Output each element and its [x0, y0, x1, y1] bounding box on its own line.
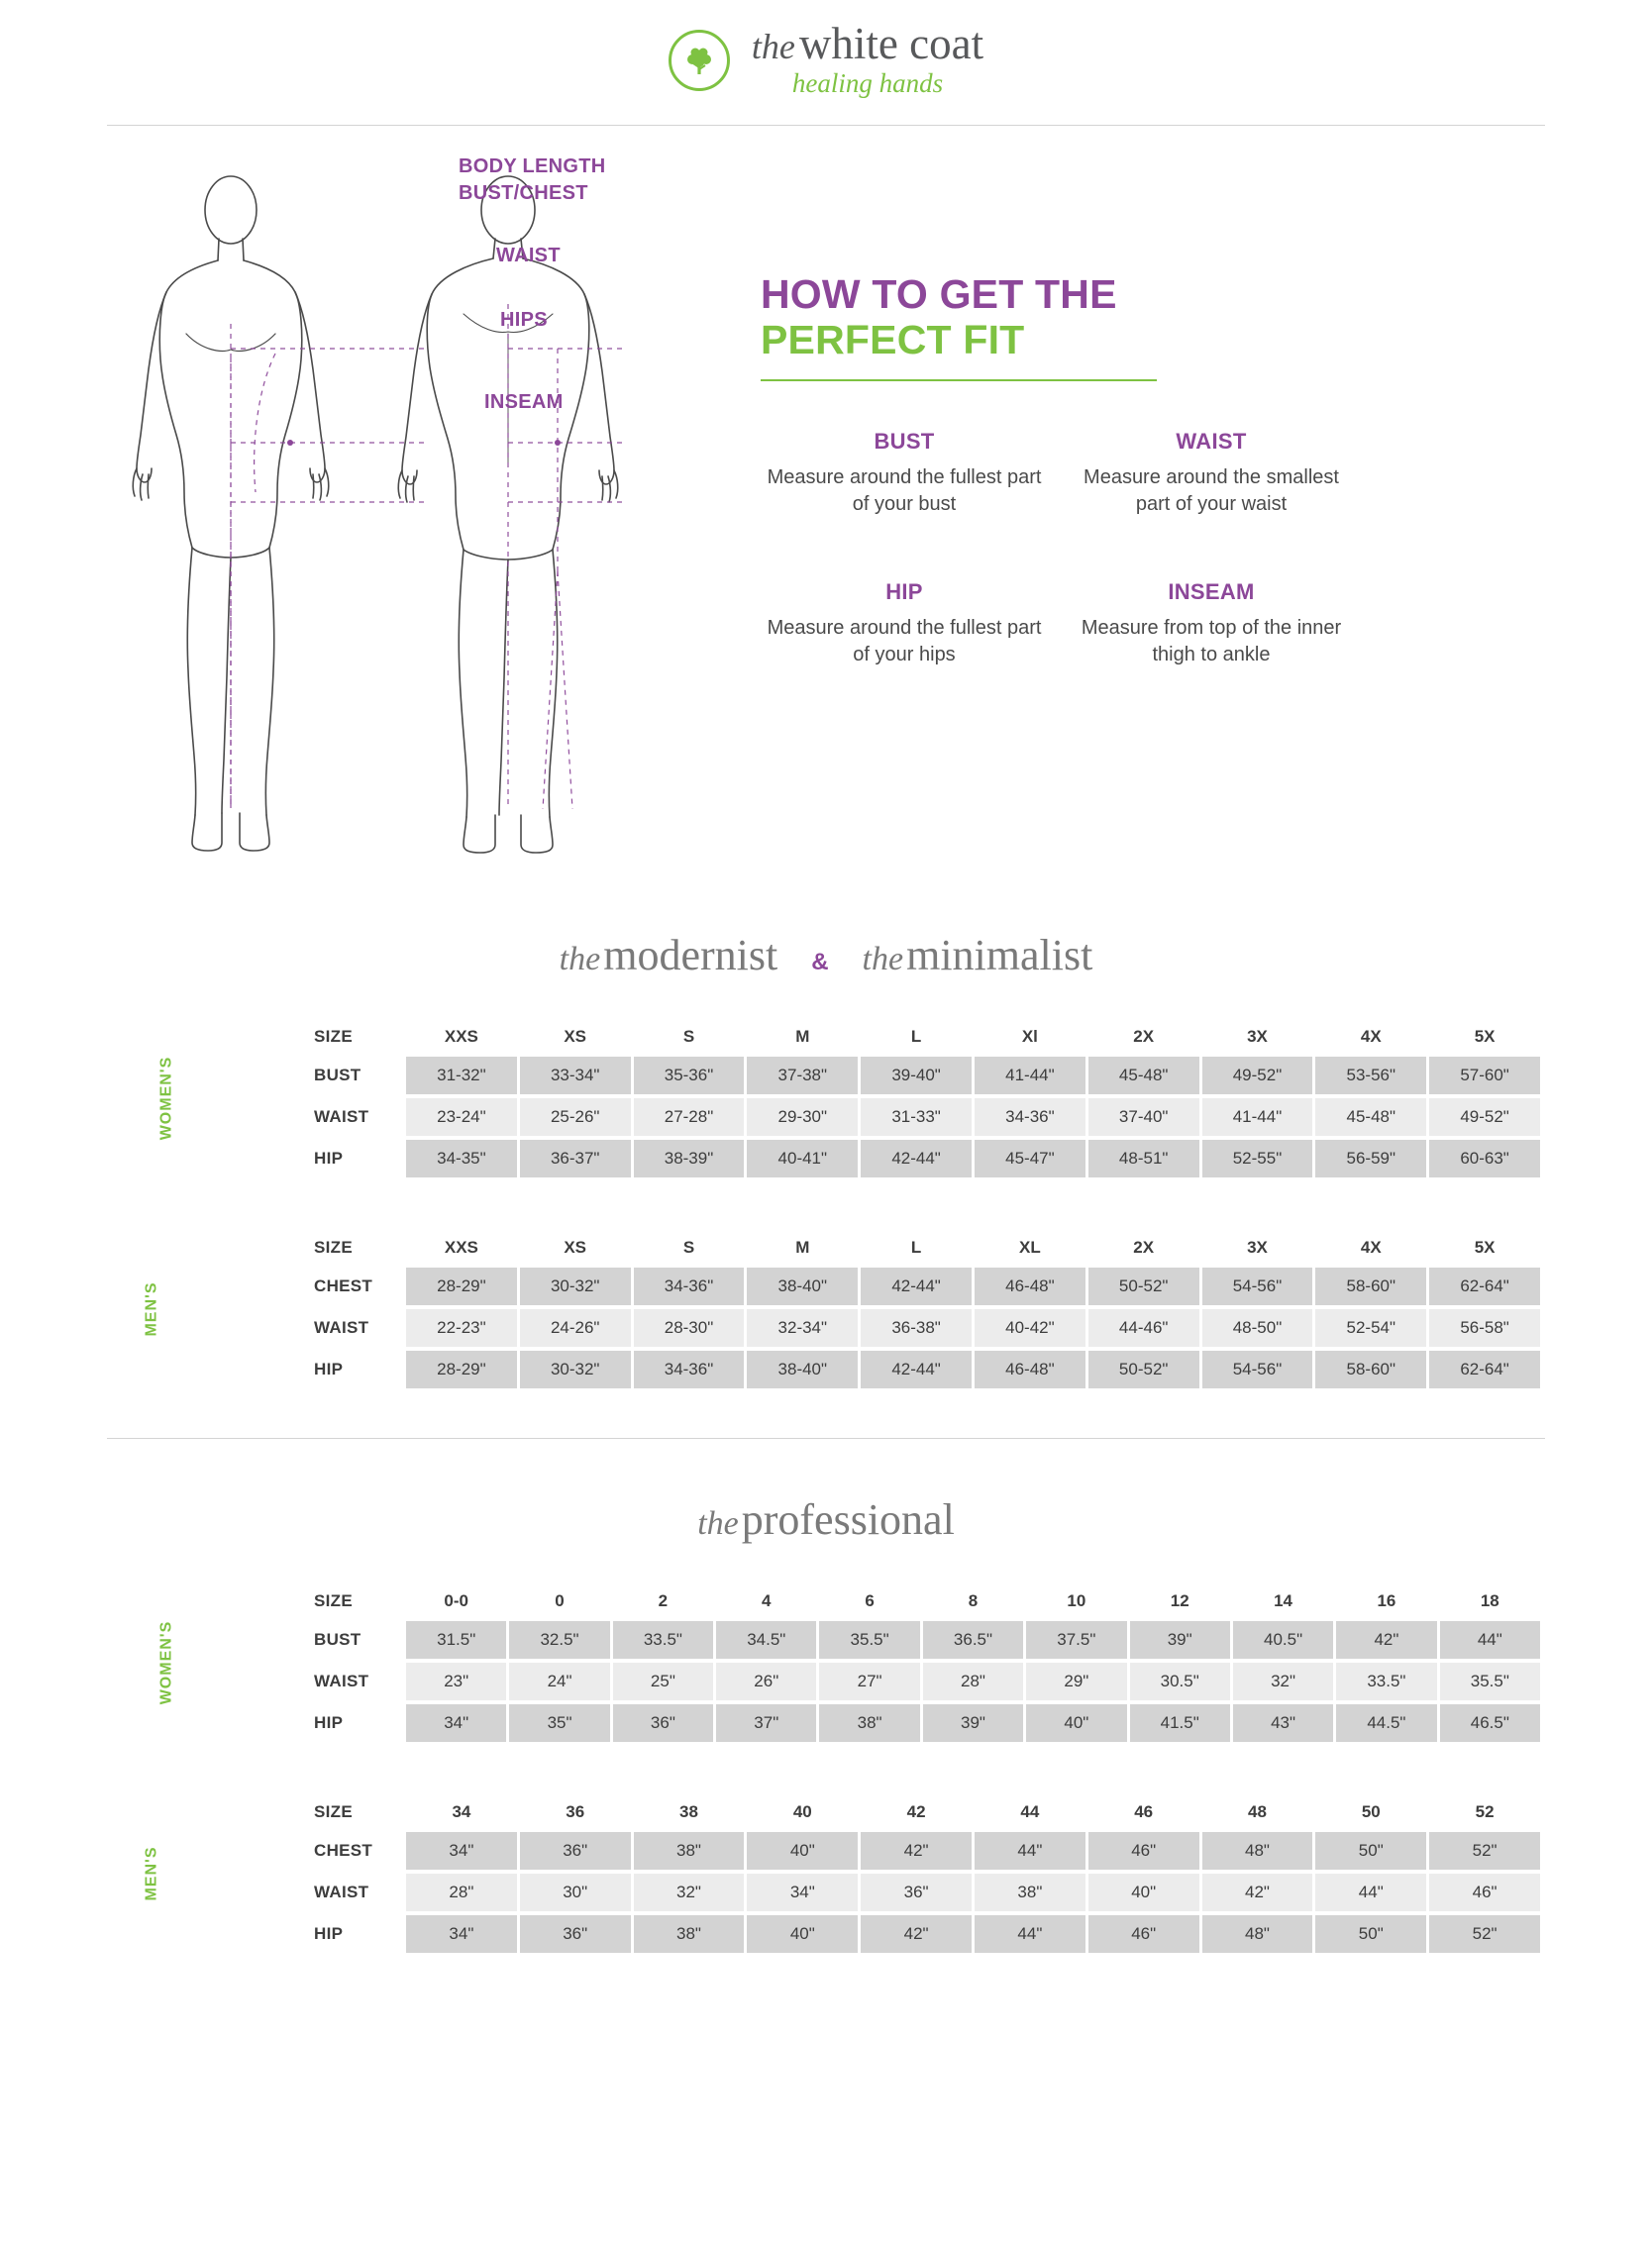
col-00: 0-0 — [444, 1591, 468, 1610]
cell: 29-30" — [747, 1098, 858, 1136]
body-figures — [107, 155, 741, 918]
cell: 28-30" — [634, 1309, 745, 1347]
col-2x: 2X — [1133, 1027, 1155, 1046]
cell: 46-48" — [975, 1351, 1085, 1388]
col-5x: 5X — [1474, 1238, 1496, 1257]
cell: 44" — [975, 1832, 1085, 1870]
cell: 44" — [975, 1915, 1085, 1953]
cell: 52" — [1429, 1915, 1540, 1953]
col-l: L — [910, 1027, 922, 1046]
fit-title — [761, 272, 1545, 363]
col-l: L — [910, 1238, 922, 1257]
cell: 40.5" — [1233, 1621, 1333, 1659]
cell: 36" — [613, 1704, 713, 1742]
fit-item-bust — [761, 429, 1048, 518]
collection-ampersand: & — [811, 949, 829, 975]
cell: 49-52" — [1202, 1057, 1313, 1094]
row-label-waist: WAIST — [314, 1107, 369, 1126]
fit-section — [0, 126, 1652, 918]
col-3x: 3X — [1247, 1027, 1268, 1046]
cell: 52-55" — [1202, 1140, 1313, 1177]
cell: 31-32" — [406, 1057, 517, 1094]
col-6: 6 — [865, 1591, 875, 1610]
cell: 33.5" — [613, 1621, 713, 1659]
figure-measure-labels — [459, 155, 667, 418]
cell: 60-63" — [1429, 1140, 1540, 1177]
fit-title-line2: PERFECT FIT — [761, 316, 1025, 362]
cell: 56-58" — [1429, 1309, 1540, 1347]
cell: 37.5" — [1026, 1621, 1126, 1659]
col-16: 16 — [1377, 1591, 1396, 1610]
table-block-pro-womens — [107, 1579, 1545, 1746]
cell: 34" — [406, 1704, 506, 1742]
col-46: 46 — [1134, 1802, 1154, 1821]
cell: 31.5" — [406, 1621, 506, 1659]
col-4: 4 — [762, 1591, 772, 1610]
cell: 36" — [861, 1874, 972, 1911]
col-size: SIZE — [314, 1591, 353, 1610]
cell: 48" — [1202, 1915, 1313, 1953]
cell: 56-59" — [1315, 1140, 1426, 1177]
row-label-waist: WAIST — [314, 1318, 369, 1337]
gender-label-mens-mm: MEN'S — [143, 1280, 160, 1337]
cell: 48-51" — [1088, 1140, 1199, 1177]
col-m: M — [795, 1238, 810, 1257]
table-row — [308, 1351, 1540, 1388]
figure-label-bust-chest: BUST/CHEST — [459, 182, 588, 204]
fit-item-hip — [761, 579, 1048, 668]
cell: 32-34" — [747, 1309, 858, 1347]
table-block-pro-mens — [107, 1789, 1545, 1957]
brand-tagline: healing hands — [791, 68, 944, 98]
fit-item-waist-title: WAIST — [1176, 428, 1247, 454]
col-2: 2 — [658, 1591, 669, 1610]
cell: 23" — [406, 1663, 506, 1700]
table-row — [308, 1140, 1540, 1177]
cell: 28-29" — [406, 1268, 517, 1305]
table-row — [308, 1057, 1540, 1094]
col-s: S — [682, 1238, 695, 1257]
fit-title-underline — [761, 379, 1157, 381]
cell: 42-44" — [861, 1351, 972, 1388]
cell: 42" — [861, 1915, 972, 1953]
cell: 37-40" — [1088, 1098, 1199, 1136]
col-4x: 4X — [1360, 1238, 1382, 1257]
collection-modernist — [560, 930, 778, 980]
cell: 62-64" — [1429, 1268, 1540, 1305]
cell: 46" — [1088, 1915, 1199, 1953]
cell: 62-64" — [1429, 1351, 1540, 1388]
figure-label-waist: WAIST — [496, 245, 561, 266]
cell: 33-34" — [520, 1057, 631, 1094]
cell: 52" — [1429, 1832, 1540, 1870]
row-label-chest: CHEST — [314, 1841, 373, 1860]
cell: 38" — [819, 1704, 919, 1742]
brand-header — [0, 0, 1652, 117]
col-10: 10 — [1067, 1591, 1086, 1610]
cell: 27-28" — [634, 1098, 745, 1136]
cell: 34" — [406, 1915, 517, 1953]
cell: 48-50" — [1202, 1309, 1313, 1347]
col-xl: XL — [1019, 1238, 1041, 1257]
cell: 46.5" — [1440, 1704, 1540, 1742]
table-header-row — [308, 1229, 1540, 1264]
row-label-hip: HIP — [314, 1924, 344, 1943]
table-row — [308, 1098, 1540, 1136]
table-block-mm-womens — [107, 1014, 1545, 1181]
cell: 30" — [520, 1874, 631, 1911]
cell: 54-56" — [1202, 1268, 1313, 1305]
row-label-chest: CHEST — [314, 1276, 373, 1295]
figure-label-hips: HIPS — [500, 309, 548, 331]
cell: 39" — [923, 1704, 1023, 1742]
col-size: SIZE — [314, 1238, 353, 1257]
fit-item-bust-title: BUST — [874, 428, 935, 454]
cell: 32" — [1233, 1663, 1333, 1700]
row-label-bust: BUST — [314, 1630, 361, 1649]
col-8: 8 — [968, 1591, 979, 1610]
fit-item-hip-desc: Measure around the fullest part of your hips — [767, 616, 1042, 665]
collection-professional — [697, 1494, 955, 1545]
cell: 34-36" — [634, 1351, 745, 1388]
cell: 38" — [975, 1874, 1085, 1911]
cell: 40" — [747, 1915, 858, 1953]
table-row — [308, 1268, 1540, 1305]
col-48: 48 — [1248, 1802, 1267, 1821]
collection-minimalist-the: the — [862, 941, 904, 977]
cell: 45-47" — [975, 1140, 1085, 1177]
fit-instructions — [741, 155, 1545, 918]
collection-heading-professional — [0, 1494, 1652, 1545]
size-table-pro-womens — [305, 1579, 1543, 1746]
row-label-bust: BUST — [314, 1066, 361, 1084]
cell: 46" — [1429, 1874, 1540, 1911]
cell: 23-24" — [406, 1098, 517, 1136]
cell: 36-38" — [861, 1309, 972, 1347]
col-size: SIZE — [314, 1027, 353, 1046]
cell: 30.5" — [1130, 1663, 1230, 1700]
figure-label-body-length: BODY LENGTH — [459, 155, 606, 177]
cell: 25-26" — [520, 1098, 631, 1136]
cell: 25" — [613, 1663, 713, 1700]
brand-wordmark — [751, 19, 984, 99]
cell: 50-52" — [1088, 1351, 1199, 1388]
col-42: 42 — [906, 1802, 926, 1821]
cell: 28" — [923, 1663, 1023, 1700]
col-4x: 4X — [1360, 1027, 1382, 1046]
col-38: 38 — [679, 1802, 698, 1821]
fit-item-waist-desc: Measure around the smallest part of your waist — [1084, 465, 1339, 515]
cell: 40" — [1026, 1704, 1126, 1742]
gender-label-womens-pro: WOMEN'S — [157, 1620, 175, 1704]
cell: 58-60" — [1315, 1268, 1426, 1305]
table-row — [308, 1704, 1540, 1742]
row-label-waist: WAIST — [314, 1883, 369, 1901]
cell: 42" — [1336, 1621, 1436, 1659]
cell: 22-23" — [406, 1309, 517, 1347]
cell: 36.5" — [923, 1621, 1023, 1659]
col-m: M — [795, 1027, 810, 1046]
cell: 34" — [406, 1832, 517, 1870]
collection-modernist-the: the — [559, 941, 601, 977]
collection-minimalist — [863, 930, 1093, 980]
table-row — [308, 1874, 1540, 1911]
col-xs: XS — [564, 1027, 587, 1046]
cell: 34-35" — [406, 1140, 517, 1177]
col-44: 44 — [1020, 1802, 1040, 1821]
col-0: 0 — [555, 1591, 565, 1610]
cell: 52-54" — [1315, 1309, 1426, 1347]
cell: 42" — [861, 1832, 972, 1870]
fit-item-waist — [1068, 429, 1355, 518]
col-s: S — [682, 1027, 695, 1046]
table-row — [308, 1915, 1540, 1953]
cell: 40" — [1088, 1874, 1199, 1911]
col-34: 34 — [452, 1802, 471, 1821]
cell: 38-40" — [747, 1351, 858, 1388]
cell: 45-48" — [1315, 1098, 1426, 1136]
cell: 24-26" — [520, 1309, 631, 1347]
cell: 38" — [634, 1915, 745, 1953]
cell: 26" — [716, 1663, 816, 1700]
cell: 41.5" — [1130, 1704, 1230, 1742]
col-xxs: XXS — [444, 1238, 478, 1257]
fit-title-line1: HOW TO GET THE — [761, 271, 1117, 317]
cell: 50" — [1315, 1832, 1426, 1870]
cell: 34-36" — [634, 1268, 745, 1305]
cell: 35.5" — [1440, 1663, 1540, 1700]
cell: 36" — [520, 1915, 631, 1953]
cell: 38" — [634, 1832, 745, 1870]
cell: 40-41" — [747, 1140, 858, 1177]
figure-label-inseam: INSEAM — [484, 391, 564, 413]
row-label-hip: HIP — [314, 1360, 344, 1378]
cell: 32" — [634, 1874, 745, 1911]
cell: 48" — [1202, 1832, 1313, 1870]
cell: 34" — [747, 1874, 858, 1911]
row-label-hip: HIP — [314, 1713, 344, 1732]
fit-item-hip-title: HIP — [885, 578, 923, 604]
cell: 42-44" — [861, 1268, 972, 1305]
cell: 58-60" — [1315, 1351, 1426, 1388]
cell: 35.5" — [819, 1621, 919, 1659]
cell: 57-60" — [1429, 1057, 1540, 1094]
col-5x: 5X — [1474, 1027, 1496, 1046]
size-table-mm-womens — [305, 1014, 1543, 1181]
fit-item-inseam-title: INSEAM — [1168, 578, 1255, 604]
cell: 35" — [509, 1704, 609, 1742]
col-14: 14 — [1274, 1591, 1293, 1610]
fit-items-grid — [761, 429, 1355, 668]
collection-heading-modernist-minimalist — [0, 930, 1652, 980]
table-header-row — [308, 1018, 1540, 1053]
col-size: SIZE — [314, 1802, 353, 1821]
cell: 30-32" — [520, 1268, 631, 1305]
cell: 44" — [1315, 1874, 1426, 1911]
col-xxs: XXS — [444, 1027, 478, 1046]
cell: 41-44" — [975, 1057, 1085, 1094]
cell: 38-39" — [634, 1140, 745, 1177]
brand-the: the — [751, 27, 795, 66]
table-row — [308, 1309, 1540, 1347]
col-12: 12 — [1170, 1591, 1189, 1610]
cell: 31-33" — [861, 1098, 972, 1136]
cell: 45-48" — [1088, 1057, 1199, 1094]
cell: 37-38" — [747, 1057, 858, 1094]
cell: 37" — [716, 1704, 816, 1742]
col-xs: XS — [564, 1238, 587, 1257]
cell: 29" — [1026, 1663, 1126, 1700]
gender-label-womens-mm: WOMEN'S — [157, 1056, 175, 1140]
fit-item-inseam-desc: Measure from top of the inner thigh to ankle — [1081, 616, 1342, 665]
cell: 39-40" — [861, 1057, 972, 1094]
collection-minimalist-name: minimalist — [906, 931, 1093, 979]
fit-item-inseam — [1068, 579, 1355, 668]
table-header-row — [308, 1582, 1540, 1617]
cell: 40" — [747, 1832, 858, 1870]
table-block-mm-mens — [107, 1225, 1545, 1392]
col-xl: Xl — [1021, 1027, 1038, 1046]
gender-label-mens-pro: MEN'S — [143, 1845, 160, 1901]
cell: 35-36" — [634, 1057, 745, 1094]
cell: 40-42" — [975, 1309, 1085, 1347]
cell: 42-44" — [861, 1140, 972, 1177]
col-18: 18 — [1480, 1591, 1499, 1610]
cell: 24" — [509, 1663, 609, 1700]
cell: 44-46" — [1088, 1309, 1199, 1347]
tree-icon — [671, 33, 727, 88]
brand-name: white coat — [798, 19, 984, 68]
cell: 50" — [1315, 1915, 1426, 1953]
col-36: 36 — [566, 1802, 585, 1821]
cell: 33.5" — [1336, 1663, 1436, 1700]
collection-professional-the: the — [697, 1505, 739, 1542]
cell: 44.5" — [1336, 1704, 1436, 1742]
table-row — [308, 1663, 1540, 1700]
cell: 34.5" — [716, 1621, 816, 1659]
cell: 36" — [520, 1832, 631, 1870]
cell: 42" — [1202, 1874, 1313, 1911]
col-52: 52 — [1475, 1802, 1495, 1821]
table-row — [308, 1832, 1540, 1870]
cell: 41-44" — [1202, 1098, 1313, 1136]
cell: 43" — [1233, 1704, 1333, 1742]
table-header-row — [308, 1793, 1540, 1828]
cell: 53-56" — [1315, 1057, 1426, 1094]
cell: 46" — [1088, 1832, 1199, 1870]
cell: 50-52" — [1088, 1268, 1199, 1305]
cell: 32.5" — [509, 1621, 609, 1659]
cell: 28-29" — [406, 1351, 517, 1388]
row-label-waist: WAIST — [314, 1672, 369, 1690]
cell: 30-32" — [520, 1351, 631, 1388]
cell: 36-37" — [520, 1140, 631, 1177]
col-3x: 3X — [1247, 1238, 1268, 1257]
cell: 46-48" — [975, 1268, 1085, 1305]
collection-modernist-name: modernist — [603, 931, 778, 979]
row-label-hip: HIP — [314, 1149, 344, 1168]
size-table-mm-mens — [305, 1225, 1543, 1392]
cell: 39" — [1130, 1621, 1230, 1659]
col-40: 40 — [792, 1802, 812, 1821]
cell: 54-56" — [1202, 1351, 1313, 1388]
table-row — [308, 1621, 1540, 1659]
cell: 38-40" — [747, 1268, 858, 1305]
col-2x: 2X — [1133, 1238, 1155, 1257]
cell: 34-36" — [975, 1098, 1085, 1136]
collection-professional-name: professional — [741, 1495, 955, 1544]
cell: 27" — [819, 1663, 919, 1700]
cell: 28" — [406, 1874, 517, 1911]
cell: 49-52" — [1429, 1098, 1540, 1136]
size-table-pro-mens — [305, 1789, 1543, 1957]
col-50: 50 — [1361, 1802, 1381, 1821]
cell: 44" — [1440, 1621, 1540, 1659]
fit-item-bust-desc: Measure around the fullest part of your bust — [767, 465, 1042, 515]
tree-logo — [669, 30, 730, 91]
